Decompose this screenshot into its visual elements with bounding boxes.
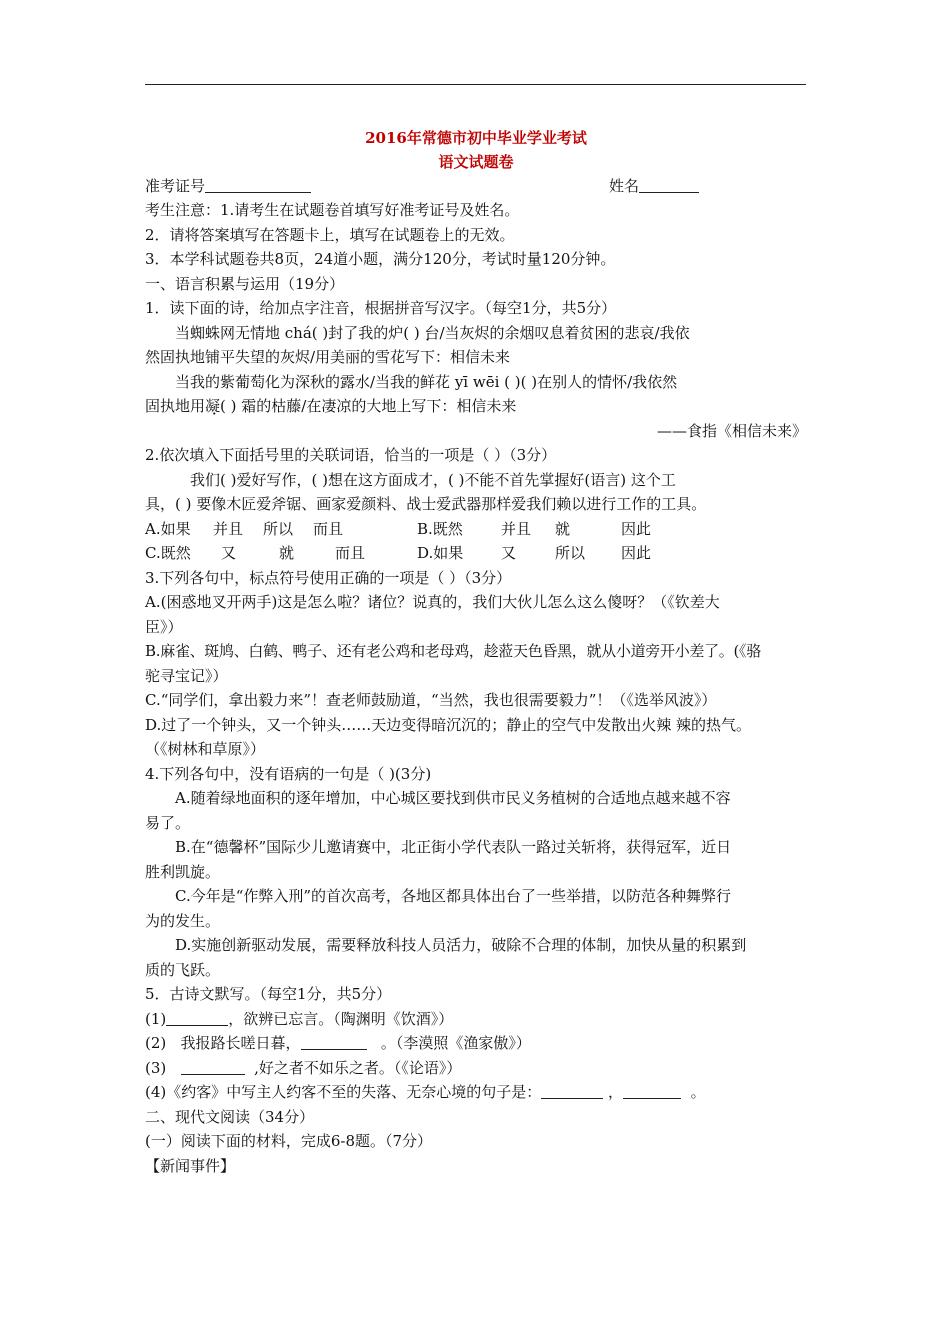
q3-option-d: D.过了一个钟头，又一个钟头……天边变得暗沉沉的；静止的空气中发散出火辣 辣的热气。 bbox=[145, 715, 752, 734]
q5-stem: 5．古诗文默写。（每空1分，共5分） bbox=[145, 985, 392, 1003]
q4-stem: 4.下列各句中，没有语病的一句是（ )(3分) bbox=[145, 764, 432, 783]
header-rule bbox=[145, 84, 806, 85]
note-1: 考生注意：1.请考生在试题卷首填写好准考证号及姓名。 bbox=[145, 201, 520, 219]
dotted-char: 炉 · bbox=[388, 324, 403, 342]
note-2: 2．请将答案填写在答题卡上，填写在试题卷上的无效。 bbox=[145, 225, 515, 244]
q1-source: ——食指《相信未来》 bbox=[656, 421, 807, 440]
q4-option-d: D.实施创新驱动发展，需要释放科技人员活力，破除不合理的体制，加快从量的积累到 bbox=[175, 936, 747, 954]
q3-option-a-cont: 臣》） bbox=[145, 617, 183, 636]
q3-option-b: B.麻雀、斑鸠、白鹤、鸭子、还有老公鸡和老母鸡，趁蒞天色昏黑，就从小道旁开小差了。(《骆 bbox=[145, 642, 761, 660]
dotted-char: 凝 bbox=[205, 397, 221, 415]
q2-options-cd: C.既然 又 就 而且 D.如果 又 所以 因此 bbox=[145, 544, 652, 562]
note-3: 3．本学科试题卷共8页，24道小题，满分120分，考试时量120分钟。 bbox=[145, 250, 616, 268]
q5-item-2: (2) 我报路长嗟日暮， 。（李漠照《渔家傲》） bbox=[145, 1034, 531, 1052]
q5-item-1: (1) ，欲辨已忘言。（陶渊明《饮酒》） bbox=[145, 1009, 454, 1028]
part-1-heading: (一）阅读下面的材料，完成6-8题。（7分） bbox=[145, 1132, 433, 1150]
answer-blank bbox=[623, 1083, 681, 1099]
exam-content bbox=[145, 126, 807, 1178]
q4-option-a: A.随着绿地面积的逐年增加，中心城区要找到供市民义务植树的合适地点越来越不容 bbox=[175, 789, 731, 807]
name-field: 姓名 bbox=[609, 174, 699, 198]
q2-sentence-1: 我们( )爱好写作，( )想在这方面成才，( )不能不首先掌握好(语言) 这个工 bbox=[190, 470, 676, 489]
candidate-info bbox=[145, 174, 807, 198]
section-1-heading: 一、语言积累与运用（19分） bbox=[145, 274, 345, 293]
q4-option-d-cont: 质的飞跃。 bbox=[145, 960, 221, 979]
q3-option-c: C.“同学们，拿出毅力来”！查老师鼓励道，“当然，我也很需要毅力”！（《选举风波》） bbox=[145, 691, 717, 709]
q4-option-b-cont: 胜利凯旋。 bbox=[145, 862, 221, 881]
q4-option-a-cont: 易了。 bbox=[145, 813, 191, 832]
q1-poem-line-2: 然固执地铺平失望的灰烬/用美丽的雪花写下：相信未来 bbox=[145, 348, 511, 366]
section-2-heading: 二、现代文阅读（34分） bbox=[145, 1107, 315, 1126]
news-heading: 【新闻事件】 bbox=[145, 1156, 236, 1175]
q5-item-3: (3) ,好之者不如乐之者。（《论语》） bbox=[145, 1058, 462, 1077]
q3-option-a: A.(困惑地叉开两手)这是怎么啦？诸位？说真的，我们大伙儿怎么这么傻呀？（《钦差大 bbox=[145, 593, 720, 611]
q3-stem: 3.下列各句中，标点符号使用正确的一项是（ ）（3分） bbox=[145, 568, 512, 587]
q2-options-ab: A.如果 并且 所以 而且 B.既然 并且 就 因此 bbox=[145, 519, 652, 538]
answer-blank bbox=[301, 1034, 367, 1050]
q2-sentence-2: 具，( ) 要像木匠爱斧锯、画家爱颜料、战士爱武器那样爱我们赖以进行工作的工具。 bbox=[145, 495, 707, 513]
q4-option-b: B.在“德馨杯”国际少儿邀请赛中，北正街小学代表队一路过关斩将，获得冠军，近日 bbox=[175, 838, 732, 856]
q5-item-4: (4)《约客》中写主人约客不至的失落、无奈心境的句子是： ， 。 bbox=[145, 1083, 706, 1101]
exam-title: 2016年常德市初中毕业学业考试 bbox=[365, 129, 587, 147]
id-blank bbox=[205, 177, 311, 193]
q1-stem: 1．读下面的诗，给加点字注音，根据拼音写汉字。（每空1分，共5分） bbox=[145, 299, 617, 317]
q1-poem-line-4: 固执地用凝( ) 霜的枯藤/在凄凉的大地上写下：相信未来 bbox=[145, 397, 517, 415]
q4-option-c: C.今年是“作弊入刑”的首次高考，各地区都具体出台了一些举措，以防范各种舞弊行 bbox=[175, 887, 732, 905]
answer-blank bbox=[166, 1010, 228, 1026]
name-blank bbox=[639, 177, 699, 193]
q3-option-b-cont: 驼寻宝记》） bbox=[145, 666, 228, 685]
exam-subtitle: 语文试题卷 bbox=[438, 153, 514, 171]
answer-blank bbox=[541, 1083, 603, 1099]
q3-option-d-cont: （《树林和草原》） bbox=[145, 740, 266, 758]
q2-stem: 2.依次填入下面括号里的关联词语，恰当的一项是（ ）（3分） bbox=[145, 446, 557, 464]
id-field: 准考证号 bbox=[145, 174, 311, 198]
q1-poem-line-3: 当我的紫葡萄化为深秋的露水/当我的鲜花 yī wēi ( )( )在别人的情怀/我依然 bbox=[175, 372, 678, 391]
answer-blank bbox=[181, 1059, 245, 1075]
q1-poem-line-1: 当蜘蛛网无情地 chá( )封了我的炉 ·( ) 台/当灰烬的余烟叹息着贫困的悲哀/我依 bbox=[145, 321, 807, 346]
q4-option-c-cont: 为的发生。 bbox=[145, 911, 221, 930]
